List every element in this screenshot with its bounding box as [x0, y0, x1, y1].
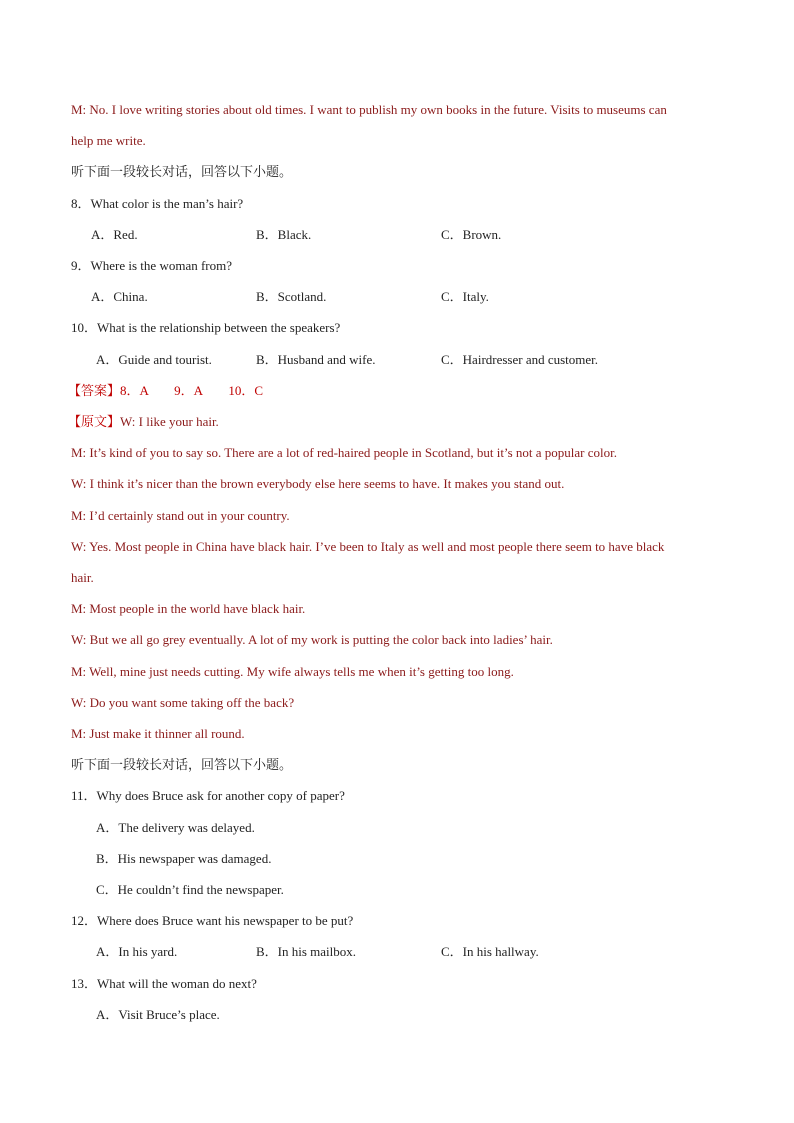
option-8a: A．Red. — [91, 227, 138, 242]
dialogue-line: M: Just make it thinner all round. — [71, 726, 245, 741]
source-label: 【原文】 — [68, 414, 121, 429]
section-instruction: 听下面一段较长对话，回答以下小题。 — [71, 164, 293, 179]
dialogue-line: M: It’s kind of you to say so. There are a lot of red-haired people in Scotland, but it’s not a popular color. — [71, 445, 617, 460]
answer-line — [68, 382, 263, 400]
dialogue-line: M: Most people in the world have black hair. — [71, 601, 306, 616]
section-instruction: 听下面一段较长对话，回答以下小题。 — [71, 757, 293, 772]
option-9b: B．Scotland. — [256, 289, 327, 304]
dialogue-line: M: No. I love writing stories about old times. I want to publish my own books in the future. Visits to museums can — [71, 102, 667, 117]
dialogue-line: W: Yes. Most people in China have black hair. I’ve been to Italy as well and most people there seem to have black — [71, 539, 665, 554]
question-9: 9．Where is the woman from? — [71, 258, 233, 273]
dialogue-line: hair. — [71, 570, 94, 585]
question-8: 8．What color is the man’s hair? — [71, 196, 244, 211]
dialogue-line: M: Well, mine just needs cutting. My wife always tells me when it’s getting too long. — [71, 664, 514, 679]
option-13a: A．Visit Bruce’s place. — [96, 1007, 220, 1022]
option-12a: A．In his yard. — [96, 944, 178, 959]
question-11: 11．Why does Bruce ask for another copy of paper? — [71, 788, 345, 803]
option-11a: A．The delivery was delayed. — [96, 820, 255, 835]
source-text: W: I like your hair. — [120, 414, 219, 429]
question-12: 12．Where does Bruce want his newspaper to be put? — [71, 913, 354, 928]
answer-text: 8．A 9．A 10．C — [120, 383, 264, 398]
dialogue-line: W: Do you want some taking off the back? — [71, 695, 295, 710]
dialogue-line: help me write. — [71, 133, 146, 148]
option-11c: C．He couldn’t find the newspaper. — [96, 882, 284, 897]
option-10b: B．Husband and wife. — [256, 352, 376, 367]
option-12b: B．In his mailbox. — [256, 944, 357, 959]
option-9a: A．China. — [91, 289, 148, 304]
option-10c: C．Hairdresser and customer. — [441, 352, 599, 367]
option-12c: C．In his hallway. — [441, 944, 539, 959]
option-10a: A．Guide and tourist. — [96, 352, 212, 367]
option-9c: C．Italy. — [441, 289, 489, 304]
dialogue-line: W: But we all go grey eventually. A lot of my work is putting the color back into ladies’ hair. — [71, 632, 553, 647]
option-11b: B．His newspaper was damaged. — [96, 851, 272, 866]
dialogue-line: W: I think it’s nicer than the brown everybody else here seems to have. It makes you stand out. — [71, 476, 565, 491]
option-8c: C．Brown. — [441, 227, 502, 242]
dialogue-line: M: I’d certainly stand out in your country. — [71, 508, 290, 523]
answer-label: 【答案】 — [68, 383, 121, 398]
question-10: 10．What is the relationship between the speakers? — [71, 320, 341, 335]
question-13: 13．What will the woman do next? — [71, 976, 257, 991]
source-line — [68, 413, 219, 431]
option-8b: B．Black. — [256, 227, 312, 242]
